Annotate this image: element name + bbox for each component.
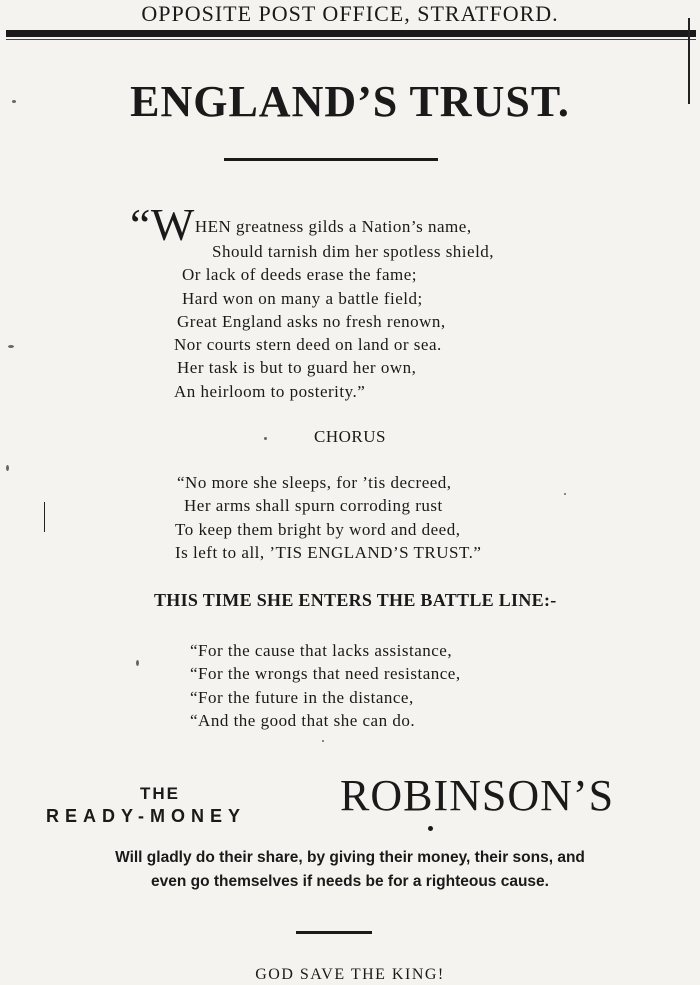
poem-line: Or lack of deeds erase the fame;: [182, 265, 417, 285]
poem-line: Nor courts stern deed on land or sea.: [174, 335, 442, 355]
masthead-thin-rule: [6, 39, 696, 40]
dropcap-letter: W: [150, 199, 195, 250]
chorus-line: To keep them bright by word and deed,: [175, 519, 461, 539]
poem-line: Her task is but to guard her own,: [177, 358, 417, 378]
chorus-line: Is left to all, ’TIS ENGLAND’S TRUST.”: [175, 542, 482, 562]
chorus-line: “No more she sleeps, for ’tis decreed,: [177, 473, 452, 492]
chorus-line: Her arms shall spurn corroding rust: [184, 496, 443, 516]
poem-line: An heirloom to posterity.”: [174, 381, 366, 401]
print-speck: [6, 465, 9, 471]
print-speck: [8, 345, 14, 348]
title-divider: [224, 158, 438, 161]
cause-line: “For the future in the distance,: [190, 687, 414, 707]
print-speck: [12, 100, 16, 103]
page-title: ENGLAND’S TRUST.: [130, 77, 570, 126]
advert-the: THE: [140, 784, 180, 803]
poem-line: Hard won on many a battle field;: [182, 288, 423, 308]
closing-divider: [296, 931, 372, 934]
print-speck: [136, 660, 139, 666]
poem-line: [130, 199, 630, 250]
battle-heading: THIS TIME SHE ENTERS THE BATTLE LINE:-: [154, 590, 557, 610]
poem-line: Should tarnish dim her spotless shield,: [212, 242, 495, 261]
cause-verse: [190, 639, 650, 732]
poem-line: Great England asks no fresh renown,: [177, 311, 446, 331]
poem-first-line: HEN greatness gilds a Nation’s name,: [194, 217, 472, 236]
chorus-verse: [175, 471, 655, 564]
chorus-heading: CHORUS: [314, 427, 386, 446]
pledge-line: even go themselves if needs be for a righteous cause.: [151, 873, 549, 890]
cause-line: “For the wrongs that need resistance,: [190, 664, 461, 684]
margin-mark-left: [44, 502, 45, 532]
masthead-address: OPPOSITE POST OFFICE, STRATFORD.: [141, 1, 559, 26]
dropcap-quote: “: [130, 199, 151, 250]
pledge-line: Will gladly do their share, by giving their money, their sons, and: [115, 849, 585, 866]
closing-motto: GOD SAVE THE KING!: [255, 966, 445, 983]
advert-ready-money: READY-MONEY: [46, 806, 247, 826]
poem-verse: [130, 199, 630, 403]
advert-pledge: [20, 846, 680, 894]
print-speck: [564, 493, 566, 495]
cause-line: “And the good that she can do.: [190, 710, 416, 730]
print-speck: [322, 740, 324, 742]
ornament-dot: [428, 826, 433, 831]
cause-line: “For the cause that lacks assistance,: [190, 641, 453, 660]
masthead-rule: [6, 30, 696, 37]
print-speck: [264, 437, 267, 440]
advert-robinsons: ROBINSON’S: [340, 771, 615, 820]
